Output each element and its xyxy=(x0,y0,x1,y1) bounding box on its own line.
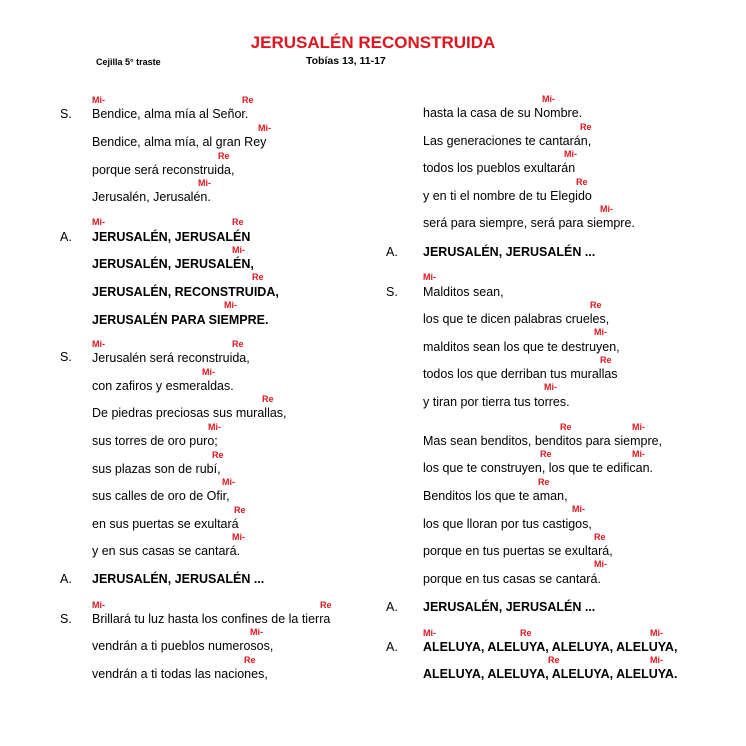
lyric-line: porque en tus casas se cantará. xyxy=(423,572,601,586)
lyric-line: vendrán a ti pueblos numerosos, xyxy=(92,639,274,653)
lyric-line: vendrán a ti todas las naciones, xyxy=(92,667,268,681)
section-label-soloist: S. xyxy=(60,612,72,626)
section-label-assembly: A. xyxy=(386,640,398,654)
chord: Mi- xyxy=(423,628,436,638)
chord: Re xyxy=(576,177,588,187)
lyric-line: sus calles de oro de Ofir, xyxy=(92,489,230,503)
chord: Mi- xyxy=(544,382,557,392)
section-label-assembly: A. xyxy=(60,572,72,586)
chord: Mi- xyxy=(224,300,237,310)
chord: Mi- xyxy=(650,655,663,665)
chord: Mi- xyxy=(423,272,436,282)
chord: Mi- xyxy=(632,449,645,459)
chord: Mi- xyxy=(564,149,577,159)
chord: Re xyxy=(560,422,572,432)
chord: Re xyxy=(320,600,332,610)
chord: Re xyxy=(540,449,552,459)
chord: Mi- xyxy=(250,627,263,637)
chord: Re xyxy=(590,300,602,310)
lyric-line: todos los que derriban tus murallas xyxy=(423,367,618,381)
lyric-line: Bendice, alma mía al Señor. xyxy=(92,107,249,121)
lyric-line: Benditos los que te aman, xyxy=(423,489,568,503)
chord: Mi- xyxy=(232,245,245,255)
chord: Mi- xyxy=(198,178,211,188)
chord: Re xyxy=(252,272,264,282)
lyric-line: será para siempre, será para siempre. xyxy=(423,216,635,230)
refrain-line: JERUSALÉN, JERUSALÉN xyxy=(92,230,251,244)
chord: Re xyxy=(218,151,230,161)
capo-note: Cejilla 5° traste xyxy=(96,57,161,67)
lyric-line: Jerusalén será reconstruida, xyxy=(92,351,250,365)
chord: Re xyxy=(548,655,560,665)
song-title: JERUSALÉN RECONSTRUIDA xyxy=(250,33,496,52)
lyric-line: los que lloran por tus castigos, xyxy=(423,517,592,531)
chord: Mi- xyxy=(92,600,105,610)
refrain-line: ALELUYA, ALELUYA, ALELUYA, ALELUYA, xyxy=(423,640,678,654)
lyric-line: los que te dicen palabras crueles, xyxy=(423,312,610,326)
chord: Re xyxy=(234,505,246,515)
chord: Re xyxy=(594,532,606,542)
refrain-line: JERUSALÉN, JERUSALÉN ... xyxy=(92,572,265,586)
chord: Re xyxy=(242,95,254,105)
section-label-soloist: S. xyxy=(60,107,72,121)
chord: Mi- xyxy=(572,504,585,514)
lyric-line: los que te construyen, los que te edifican. xyxy=(423,461,654,475)
section-label-assembly: A. xyxy=(386,600,398,614)
lyric-line: Las generaciones te cantarán, xyxy=(423,134,592,148)
chord: Mi- xyxy=(222,477,235,487)
lyric-line: Mas sean benditos, benditos para siempre, xyxy=(423,434,663,448)
lyric-line: y en ti el nombre de tu Elegido xyxy=(423,189,592,203)
lyric-line: hasta la casa de su Nombre. xyxy=(423,106,583,120)
section-label-assembly: A. xyxy=(386,245,398,259)
lyric-line: Bendice, alma mía, al gran Rey xyxy=(92,135,267,149)
chord: Re xyxy=(262,394,274,404)
lyric-line: De piedras preciosas sus murallas, xyxy=(92,406,287,420)
refrain-line: JERUSALÉN, JERUSALÉN ... xyxy=(423,600,596,614)
lyric-line: Jerusalén, Jerusalén. xyxy=(92,190,211,204)
lyric-line: porque será reconstruida, xyxy=(92,163,235,177)
chord: Re xyxy=(244,655,256,665)
chord: Mi- xyxy=(650,628,663,638)
chord: Re xyxy=(232,339,244,349)
chord: Mi- xyxy=(594,559,607,569)
lyric-line: porque en tus puertas se exultará, xyxy=(423,544,613,558)
chord: Re xyxy=(520,628,532,638)
lyric-line: Malditos sean, xyxy=(423,285,504,299)
refrain-line: JERUSALÉN, JERUSALÉN ... xyxy=(423,245,596,259)
chord: Mi- xyxy=(208,422,221,432)
chord: Mi- xyxy=(92,95,105,105)
lyric-line: sus plazas son de rubí, xyxy=(92,462,221,476)
lyric-line: sus torres de oro puro; xyxy=(92,434,218,448)
chord: Re xyxy=(212,450,224,460)
chord: Mi- xyxy=(202,367,215,377)
lyric-line: con zafiros y esmeraldas. xyxy=(92,379,234,393)
lyric-line: Brillará tu luz hasta los confines de la tierra xyxy=(92,612,331,626)
refrain-line: JERUSALÉN, JERUSALÉN, xyxy=(92,257,254,271)
chord: Re xyxy=(232,217,244,227)
lyric-line: y en sus casas se cantará. xyxy=(92,544,240,558)
refrain-line: ALELUYA, ALELUYA, ALELUYA, ALELUYA. xyxy=(423,667,678,681)
scripture-reference: Tobías 13, 11-17 xyxy=(306,55,386,67)
chord: Re xyxy=(580,122,592,132)
chord: Mi- xyxy=(92,339,105,349)
chord: Mi- xyxy=(232,532,245,542)
chord: Re xyxy=(600,355,612,365)
chord: Re xyxy=(538,477,550,487)
lyric-line: todos los pueblos exultarán xyxy=(423,161,576,175)
chord: Mi- xyxy=(258,123,271,133)
lyric-line: malditos sean los que te destruyen, xyxy=(423,340,620,354)
refrain-line: JERUSALÉN PARA SIEMPRE. xyxy=(92,313,269,327)
chord: Mi- xyxy=(92,217,105,227)
chord: Mi- xyxy=(594,327,607,337)
chord: Mi- xyxy=(632,422,645,432)
lyric-line: y tiran por tierra tus torres. xyxy=(423,395,570,409)
section-label-assembly: A. xyxy=(60,230,72,244)
chord: Mi- xyxy=(542,94,555,104)
refrain-line: JERUSALÉN, RECONSTRUIDA, xyxy=(92,285,279,299)
chord: Mi- xyxy=(600,204,613,214)
section-label-soloist: S. xyxy=(386,285,398,299)
section-label-soloist: S. xyxy=(60,350,72,364)
lyric-line: en sus puertas se exultará xyxy=(92,517,239,531)
